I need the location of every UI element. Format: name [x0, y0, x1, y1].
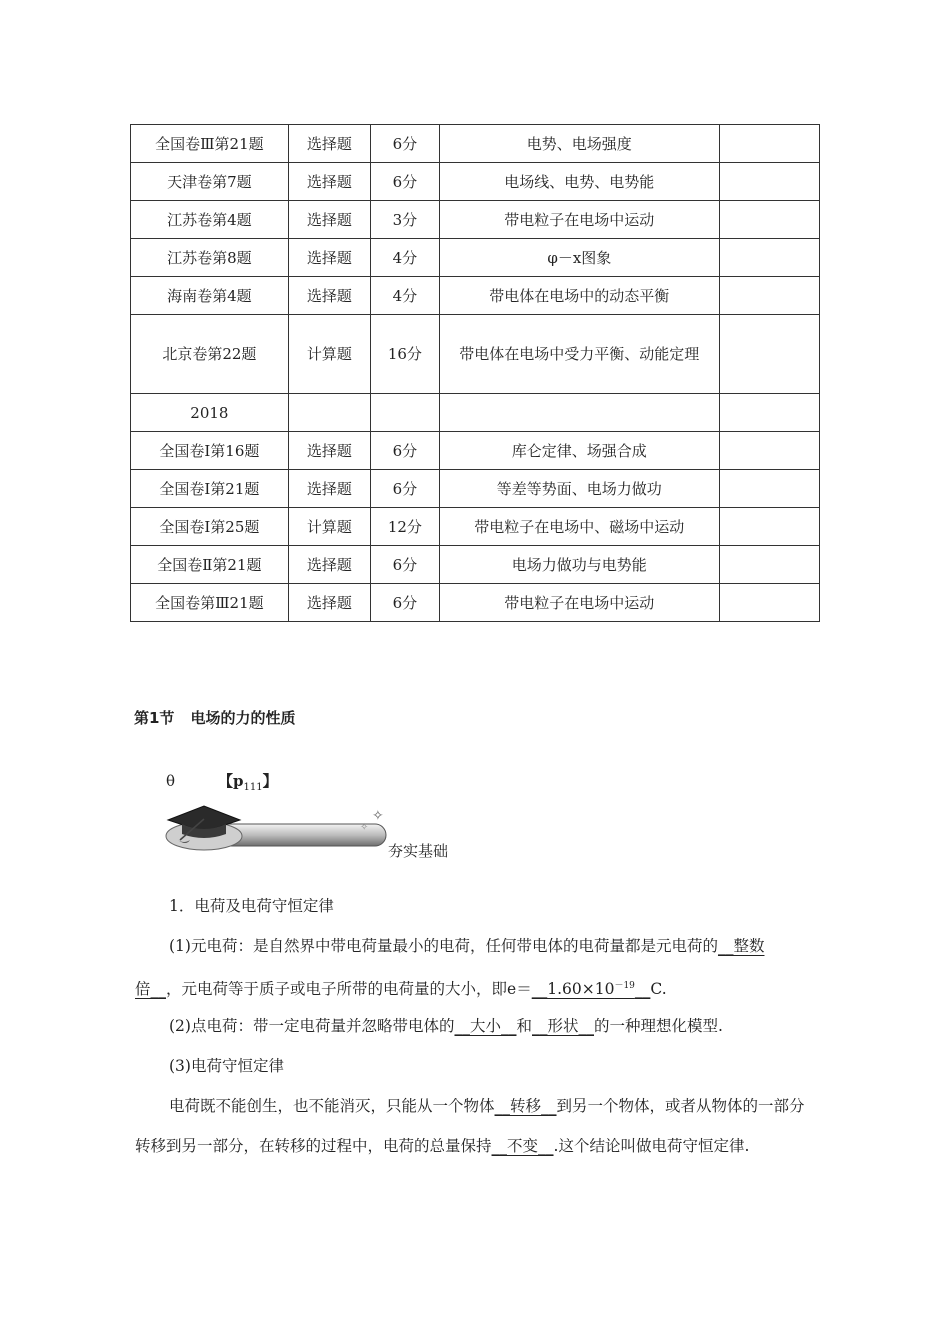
type-cell: 选择题: [288, 584, 370, 622]
topic-cell: 带电粒子在电场中、磁场中运动: [439, 508, 719, 546]
paper-cell: 全国卷Ⅰ第21题: [131, 470, 289, 508]
score-cell: 6分: [371, 163, 440, 201]
exam-table: [130, 124, 820, 622]
score-cell: [371, 394, 440, 432]
paper-cell: 江苏卷第4题: [131, 201, 289, 239]
paper-cell: 海南卷第4题: [131, 277, 289, 315]
section-name: 电场的力的性质: [190, 709, 296, 727]
score-cell: 4分: [371, 277, 440, 315]
theta-marker: θ: [166, 772, 176, 790]
score-cell: 6分: [371, 470, 440, 508]
score-cell: 6分: [371, 546, 440, 584]
table-row: [131, 508, 820, 546]
heading-conservation: (3)电荷守恒定律: [169, 1057, 284, 1075]
type-cell: 选择题: [288, 432, 370, 470]
topic-cell: 等差等势面、电场力做功: [439, 470, 719, 508]
score-cell: 6分: [371, 125, 440, 163]
table-row: [131, 432, 820, 470]
paper-cell: 天津卷第7题: [131, 163, 289, 201]
blank-answer: __转移__: [494, 1097, 557, 1115]
paragraph-conservation: 电荷既不能创生，也不能消灭，只能从一个物体__转移__到另一个物体，或者从物体的一部分转移到另一部分，在转移的过程中，电荷的总量保持__不变__.这个结论叫做电荷守恒定律.: [135, 1097, 805, 1155]
heading-1: 1．电荷及电荷守恒定律: [169, 897, 334, 915]
type-cell: 选择题: [288, 163, 370, 201]
note-cell: [719, 432, 819, 470]
paper-cell: 全国卷第Ⅲ21题: [131, 584, 289, 622]
blank-answer: __形状__: [532, 1017, 595, 1035]
table-row: [131, 394, 820, 432]
paper-cell: 全国卷Ⅰ第25题: [131, 508, 289, 546]
topic-cell: 带电粒子在电场中运动: [439, 201, 719, 239]
page-reference: 【$p_{111}$】: [218, 772, 278, 793]
note-cell: [719, 125, 819, 163]
type-cell: 选择题: [288, 277, 370, 315]
note-cell: [719, 508, 819, 546]
note-cell: [719, 163, 819, 201]
topic-cell: φ－x图象: [439, 239, 719, 277]
type-cell: 选择题: [288, 239, 370, 277]
topic-cell: 带电体在电场中的动态平衡: [439, 277, 719, 315]
table-row: [131, 239, 820, 277]
note-cell: [719, 584, 819, 622]
table-row: [131, 163, 820, 201]
score-cell: 12分: [371, 508, 440, 546]
paragraph-point-charge: (2)点电荷：带一定电荷量并忽略带电体的__大小__和__形状__的一种理想化模型.: [169, 1017, 723, 1035]
svg-text:✧: ✧: [372, 808, 384, 824]
score-cell: 4分: [371, 239, 440, 277]
score-cell: 6分: [371, 432, 440, 470]
blank-answer: $\_\_1.60\times 10^{-19}\_\_$: [531, 980, 651, 999]
topic-cell: [439, 394, 719, 432]
section-title: [134, 707, 295, 728]
blank-answer: __大小__: [454, 1017, 517, 1035]
topic-cell: 带电体在电场中受力平衡、动能定理: [439, 315, 719, 394]
table-row: [131, 470, 820, 508]
topic-cell: 带电粒子在电场中运动: [439, 584, 719, 622]
type-cell: [288, 394, 370, 432]
paragraph-elementary-charge: (1)元电荷：是自然界中带电荷量最小的电荷，任何带电体的电荷量都是元电荷的__整数 倍__，元电荷等于质子或电子所带的电荷量的大小，即$e=\_\_1.60\times 10^{-19}\_\_C$.: [135, 937, 765, 999]
blank-answer: __整数: [717, 937, 765, 955]
topic-cell: 电势、电场强度: [439, 125, 719, 163]
banner-label: 夯实基础: [388, 842, 449, 860]
note-cell: [719, 315, 819, 394]
type-cell: 计算题: [288, 315, 370, 394]
paper-cell: 全国卷Ⅱ第21题: [131, 546, 289, 584]
type-cell: 计算题: [288, 508, 370, 546]
type-cell: 选择题: [288, 470, 370, 508]
paper-cell: 江苏卷第8题: [131, 239, 289, 277]
section-number: 第1节: [134, 709, 175, 727]
type-cell: 选择题: [288, 546, 370, 584]
topic-cell: 库仑定律、场强合成: [439, 432, 719, 470]
svg-text:✧: ✧: [360, 822, 369, 833]
paper-cell: 2018: [131, 394, 289, 432]
topic-cell: 电场力做功与电势能: [439, 546, 719, 584]
note-cell: [719, 277, 819, 315]
score-cell: 6分: [371, 584, 440, 622]
table-row: [131, 201, 820, 239]
note-cell: [719, 546, 819, 584]
type-cell: 选择题: [288, 125, 370, 163]
table-row: [131, 125, 820, 163]
blank-answer: __不变__: [491, 1137, 554, 1155]
graduation-cap-banner-icon: [160, 800, 392, 858]
table-row: [131, 277, 820, 315]
note-cell: [719, 394, 819, 432]
note-cell: [719, 470, 819, 508]
table-row: [131, 584, 820, 622]
score-cell: 3分: [371, 201, 440, 239]
paper-cell: 北京卷第22题: [131, 315, 289, 394]
table-row: [131, 315, 820, 394]
type-cell: 选择题: [288, 201, 370, 239]
blank-answer: 倍__: [135, 980, 167, 999]
table-row: [131, 546, 820, 584]
note-cell: [719, 239, 819, 277]
score-cell: 16分: [371, 315, 440, 394]
note-cell: [719, 201, 819, 239]
paper-cell: 全国卷Ⅲ第21题: [131, 125, 289, 163]
topic-cell: 电场线、电势、电势能: [439, 163, 719, 201]
paper-cell: 全国卷Ⅰ第16题: [131, 432, 289, 470]
